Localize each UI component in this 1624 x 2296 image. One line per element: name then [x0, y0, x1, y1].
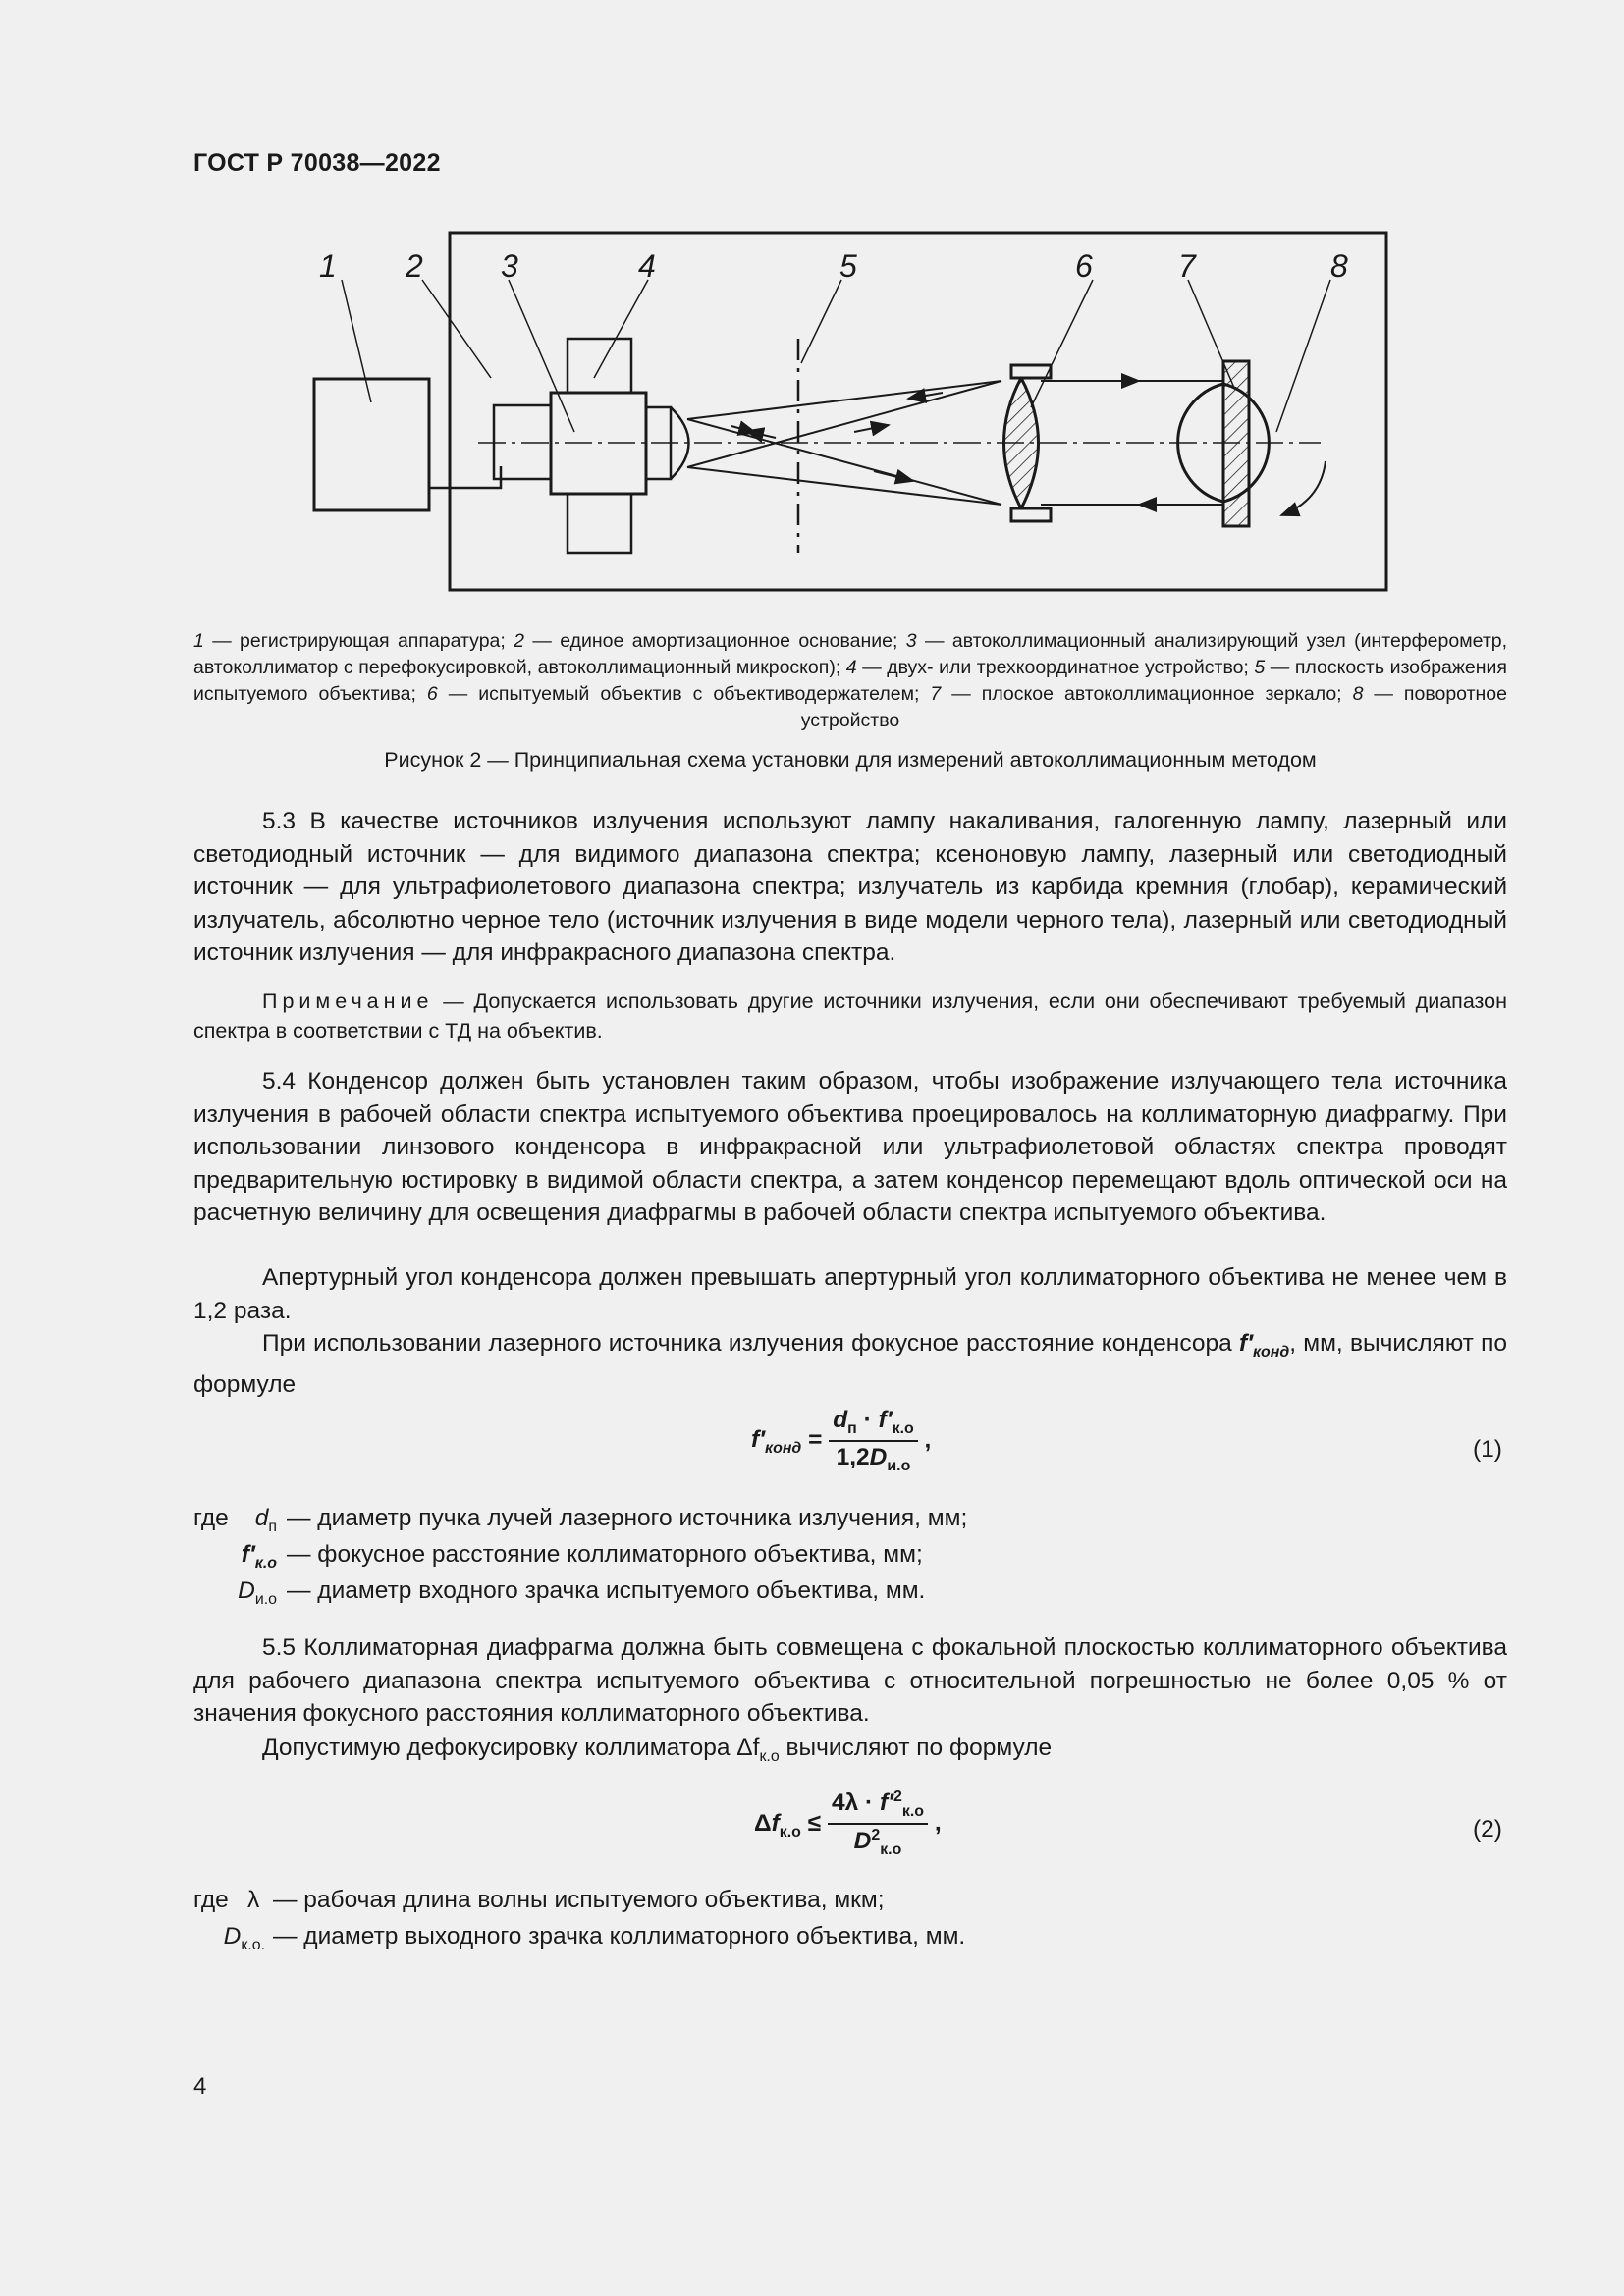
- figure-legend: 1 — регистрирующая аппаратура; 2 — единое амортизационное основание; 3 — автоколлимационный анализирующий узел (интерферометр, автоколлиматор с перефокусировкой, автоколлимационный микроскоп); 4 — двух- или трехкоординатное устройство; 5 — плоскость изображения испытуемого объектива; 6 — испытуемый объектив с объективодержателем; 7 — плоское автоколлимационное зеркало; 8 — поворотное устройство: [193, 630, 1508, 731]
- paragraph-5-5-defocus: Допустимую дефокусировку коллиматора $\Delta f_{к.о}$ вычисляют по формуле: [262, 1735, 1053, 1765]
- paragraph-5-3: 5.3 В качестве источников излучения используют лампу накаливания, галогенную лампу, лазерный или светодиодный источник — для видимого диапазона спектра; ксеноновую лампу, лазерный или светодиодный источник — для ультрафиолетового диапазона спектра; излучатель из карбида кремния (глобар), керамический излучатель, абсолютно черное тело (источник излучения в виде модели черного тела), лазерный или светодиодный источник излучения — для инфракрасного диапазона спектра.: [193, 808, 1507, 966]
- xyz-stage: [568, 339, 631, 393]
- where-label-1: где: [193, 1505, 229, 1531]
- where-2-lambda: — рабочая длина волны испытуемого объектива, мкм;: [273, 1887, 885, 1913]
- document-header: ГОСТ Р 70038—2022: [193, 149, 441, 177]
- symbol-d-ko: $D_{к.о.}$: [223, 1923, 265, 1953]
- paragraph-5-5: 5.5 Коллиматорная диафрагма должна быть совмещена с фокальной плоскостью коллиматорного объектива для рабочего диапазона спектра испытуемого объектива с относительной погрешностью не более 0,05 % от значения фокусного расстояния коллиматорного объектива.: [193, 1634, 1507, 1727]
- where-1-fko: — фокусное расстояние коллиматорного объектива, мм;: [287, 1541, 923, 1568]
- where-1-dp: — диаметр пучка лучей лазерного источника излучения, мм;: [287, 1505, 968, 1531]
- figure-caption: Рисунок 2 — Принципиальная схема установки для измерений автоколлимационным методом: [384, 748, 1317, 772]
- optical-scheme-diagram: [295, 226, 1404, 599]
- recording-apparatus: [314, 379, 429, 510]
- figure-label-7: 7: [1178, 248, 1196, 284]
- formula-1: $f'_{конд}$ = $\frac{d_п \cdot f'_{к.о}}{1,2D_{и.о}}$ ,: [751, 1407, 932, 1474]
- formula-2-number: (2): [1473, 1816, 1502, 1842]
- figure-label-8: 8: [1330, 248, 1348, 284]
- symbol-d-p: $d_п$: [254, 1505, 277, 1535]
- symbol-f-ko: $f'_{к.о}$: [241, 1541, 277, 1572]
- formula-2: $\Delta f_{к.о}$ ≤ $\frac{4\lambda \cdot f'^2_{к.о}}{D^2_{к.о}}$ ,: [754, 1789, 942, 1859]
- where-label-2: где: [193, 1887, 229, 1913]
- autocollimation-mirror: [1223, 361, 1249, 526]
- symbol-lambda: λ: [247, 1887, 260, 1913]
- figure-label-1: 1: [319, 248, 337, 284]
- where-1-dio: — диаметр входного зрачка испытуемого объектива, мм.: [287, 1577, 926, 1604]
- note: Примечание — Допускается использовать другие источники излучения, если они обеспечивают требуемый диапазон спектра в соответствии с ТД на объектив.: [193, 989, 1507, 1042]
- formula-1-number: (1): [1473, 1436, 1502, 1463]
- paragraph-5-4-aperture: Апертурный угол конденсора должен превышать апертурный угол коллиматорного объектива не менее чем в 1,2 раза.: [193, 1264, 1507, 1324]
- symbol-d-io: $D_{и.о}$: [238, 1577, 277, 1608]
- page-number: 4: [193, 2073, 207, 2100]
- figure-label-4: 4: [638, 248, 656, 284]
- figure-label-2: 2: [406, 248, 423, 284]
- paragraph-5-4: 5.4 Конденсор должен быть установлен таким образом, чтобы изображение излучающего тела источника излучения в рабочей области спектра испытуемого объектива проецировалось на коллиматорную диафрагму. При использовании линзового конденсора в инфракрасной или ультрафиолетовой областях спектра проводят предварительную юстировку в видимой области спектра, а затем конденсор перемещают вдоль оптической оси на расчетную величину для освещения диафрагмы в рабочей области спектра испытуемого объектива.: [193, 1068, 1507, 1226]
- figure-label-6: 6: [1075, 248, 1093, 284]
- where-2-dko: — диаметр выходного зрачка коллиматорного объектива, мм.: [273, 1923, 966, 1949]
- paragraph-5-4-laser: При использовании лазерного источника излучения фокусное расстояние конденсора $f'_{конд}$, мм, вычисляют по формуле: [193, 1330, 1507, 1399]
- figure-label-5: 5: [839, 248, 857, 284]
- figure-label-3: 3: [501, 248, 518, 284]
